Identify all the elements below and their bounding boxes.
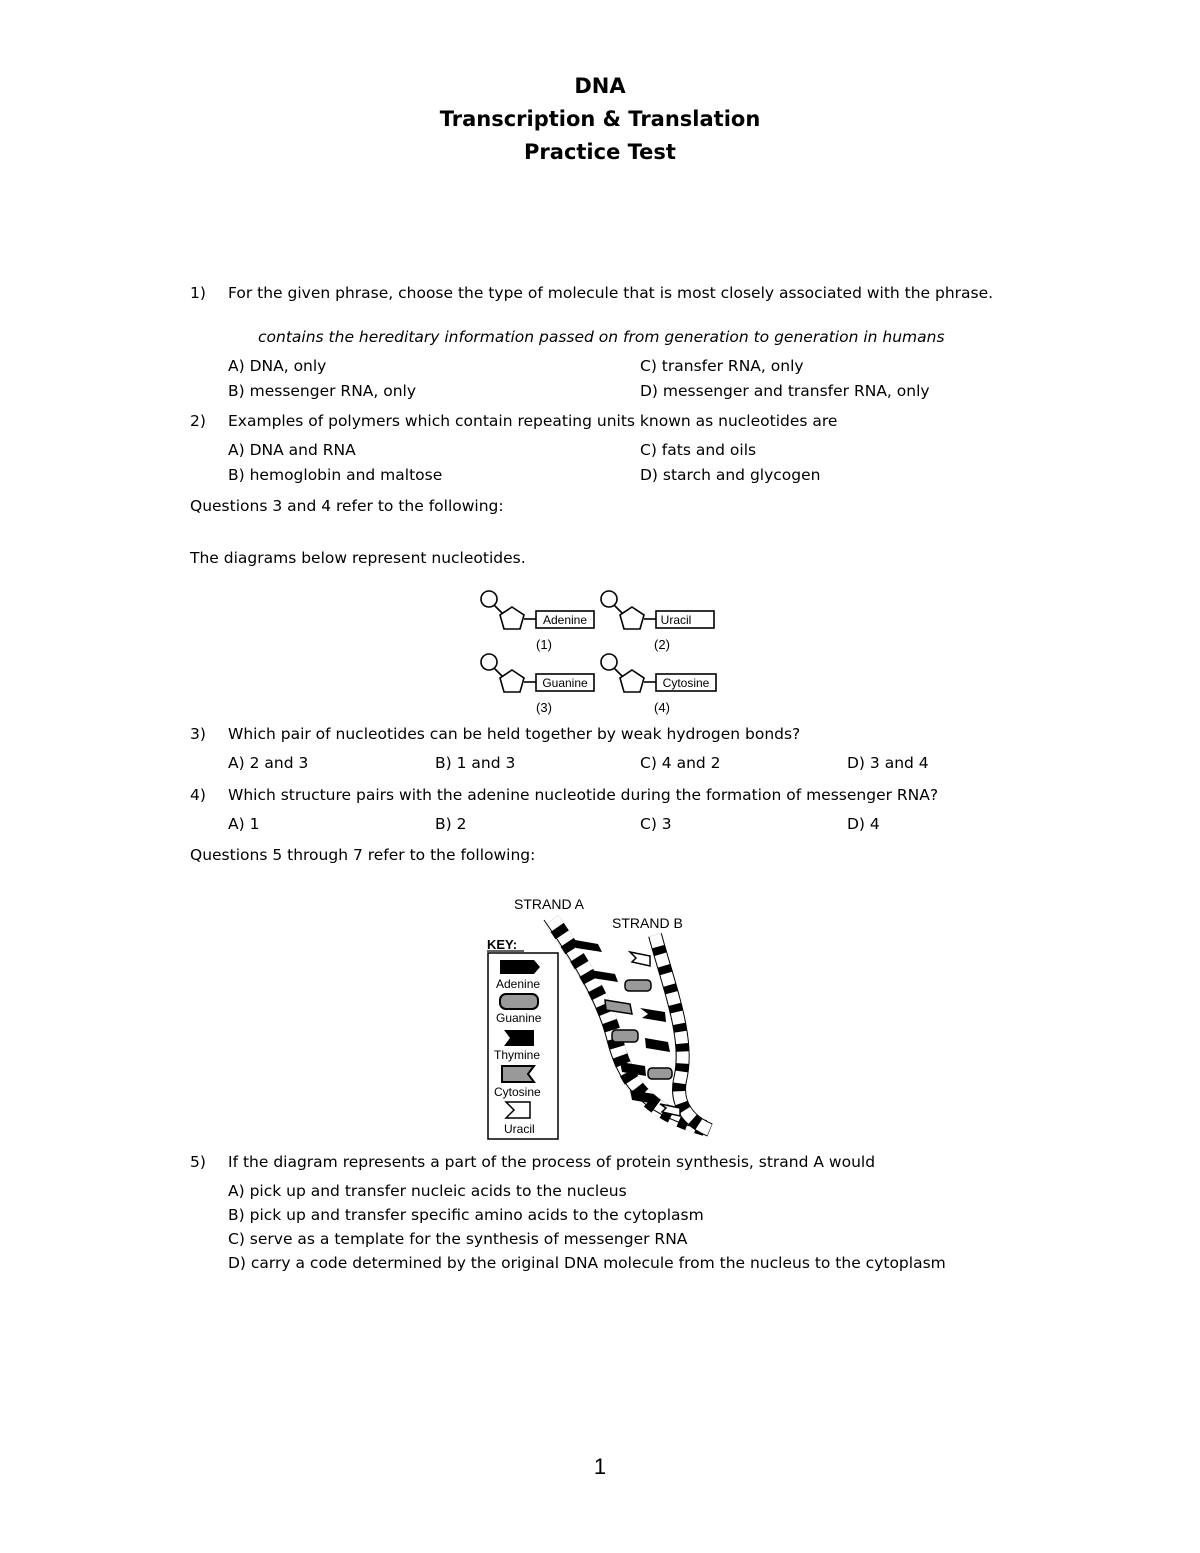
question-5-option-c: C) serve as a template for the synthesis of messenger RNA	[228, 1230, 688, 1248]
question-2-option-d: D) starch and glycogen	[640, 466, 821, 484]
strand-diagram	[480, 890, 730, 1145]
question-4-option-b: B) 2	[435, 815, 467, 833]
nucleotide-1-label: (1)	[536, 637, 552, 652]
strand-b-label: STRAND B	[612, 915, 683, 931]
diagram-intro: The diagrams below represent nucleotides.	[190, 549, 526, 567]
key-title: KEY:	[487, 937, 518, 952]
question-2-option-b: B) hemoglobin and maltose	[228, 466, 443, 484]
question-3-text: Which pair of nucleotides can be held together by weak hydrogen bonds?	[228, 725, 801, 743]
nucleotide-1-base: Adenine	[542, 613, 588, 627]
nucleotide-1	[481, 591, 594, 652]
nucleotide-2-label: (2)	[654, 637, 670, 652]
guanine-key-icon	[500, 994, 538, 1009]
question-4-number: 4)	[190, 786, 206, 804]
question-1-option-b: B) messenger RNA, only	[228, 382, 417, 400]
question-5-option-d: D) carry a code determined by the original DNA molecule from the nucleus to the cytoplasm	[228, 1254, 946, 1272]
question-3-number: 3)	[190, 725, 206, 743]
page-title: DNA	[574, 74, 626, 98]
question-3-option-b: B) 1 and 3	[435, 754, 516, 772]
question-4-option-c: C) 3	[640, 815, 672, 833]
key-guanine: Guanine	[496, 1011, 542, 1025]
nucleotide-4	[601, 654, 716, 715]
question-2-option-a: A) DNA and RNA	[228, 441, 356, 459]
question-3-option-a: A) 2 and 3	[228, 754, 309, 772]
cytosine-key-icon	[502, 1066, 534, 1082]
key-cytosine: Cytosine	[494, 1085, 541, 1099]
key-thymine: Thymine	[494, 1048, 541, 1062]
nucleotides-diagram	[470, 585, 730, 715]
nucleotide-3-base: Guanine	[542, 676, 588, 690]
question-1-option-a: A) DNA, only	[228, 357, 327, 375]
adenine-key-icon	[500, 960, 540, 974]
question-5-option-a: A) pick up and transfer nucleic acids to the nucleus	[228, 1182, 627, 1200]
questions-5-7-reference: Questions 5 through 7 refer to the following:	[190, 846, 536, 864]
question-2-number: 2)	[190, 412, 206, 430]
nucleotide-3-label: (3)	[536, 700, 552, 715]
question-1-number: 1)	[190, 284, 206, 302]
question-3-option-d: D) 3 and 4	[847, 754, 929, 772]
question-4-option-a: A) 1	[228, 815, 260, 833]
question-1-text: For the given phrase, choose the type of molecule that is most closely associated with the phrase.	[228, 284, 994, 302]
question-4-option-d: D) 4	[847, 815, 880, 833]
question-5-number: 5)	[190, 1153, 206, 1171]
question-1-phrase: contains the hereditary information passed on from generation to generation in humans	[258, 328, 945, 346]
question-5-option-b: B) pick up and transfer specific amino acids to the cytoplasm	[228, 1206, 704, 1224]
page-subtitle: Transcription & Translation	[439, 107, 761, 131]
question-2-option-c: C) fats and oils	[640, 441, 757, 459]
nucleotide-4-label: (4)	[654, 700, 670, 715]
question-3-option-c: C) 4 and 2	[640, 754, 721, 772]
nucleotide-2	[601, 591, 714, 652]
page-subtitle-2: Practice Test	[524, 140, 676, 164]
question-5-text: If the diagram represents a part of the process of protein synthesis, strand A would	[228, 1153, 876, 1171]
nucleotide-3	[481, 654, 594, 715]
question-1-option-d: D) messenger and transfer RNA, only	[640, 382, 930, 400]
questions-3-4-reference: Questions 3 and 4 refer to the following:	[190, 497, 504, 515]
question-1-option-c: C) transfer RNA, only	[640, 357, 804, 375]
strand-a-label: STRAND A	[514, 896, 585, 912]
key-adenine: Adenine	[496, 977, 541, 991]
question-4-text: Which structure pairs with the adenine nucleotide during the formation of messenger RNA?	[228, 786, 939, 804]
page-number: 1	[593, 1454, 607, 1479]
nucleotide-2-base: Uracil	[660, 613, 692, 627]
nucleotide-4-base: Cytosine	[662, 676, 710, 690]
question-2-text: Examples of polymers which contain repeating units known as nucleotides are	[228, 412, 838, 430]
key-uracil: Uracil	[504, 1122, 535, 1136]
